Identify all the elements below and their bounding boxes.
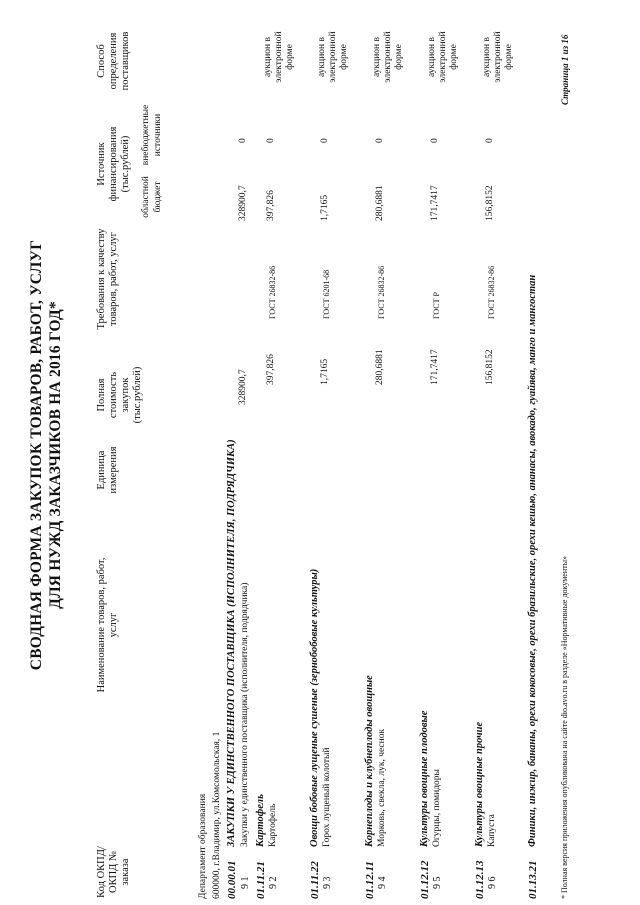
- group-cost: 171,7417: [430, 349, 440, 385]
- section-last-title: Финики, инжир, бананы, орехи кокосовые, орехи бразильские, орехи кешью, ананасы, авокадо, гуайява, манго и мангостан: [527, 274, 538, 847]
- group-item: Картофель: [268, 803, 278, 847]
- header-code: Код ОКПД/ ОКПД № заказа: [96, 846, 131, 898]
- document-title-line2: ДЛЯ НУЖД ЗАКАЗЧИКОВ НА 2016 ГОД*: [47, 301, 64, 609]
- document-title-line1: СВОДНАЯ ФОРМА ЗАКУПОК ТОВАРОВ, РАБОТ, УСЛУГ: [28, 239, 45, 671]
- header-name: Наименование товаров, работ, услуг: [96, 557, 119, 693]
- group-code: 01.12.11: [364, 861, 376, 899]
- group-item: Горох лущеный колотый: [322, 747, 332, 847]
- section-main-item: Закупки у единственного поставщика (исполнителя, подрядчика): [240, 582, 250, 847]
- group-code: 01.12.13: [474, 860, 486, 899]
- group-title: Культуры овощные плодовые: [419, 710, 430, 847]
- group-gost: ГОСТ 6201-68: [322, 269, 331, 319]
- group-method: аукцион в электронной форме: [317, 31, 349, 83]
- section-main-regional: 328900,7: [238, 185, 248, 221]
- group-item: Огурцы, помидоры: [432, 769, 442, 847]
- section-main-title: ЗАКУПКИ У ЕДИНСТВЕННОГО ПОСТАВЩИКА (ИСПОЛНИТЕЛЯ, ПОДРЯДЧИКА): [226, 439, 237, 847]
- customer-address: 600000, г.Владимир, ул.Комсомольская, 1: [212, 731, 222, 899]
- group-method: аукцион в электронной форме: [427, 31, 459, 83]
- group-cost: 1,7165: [320, 358, 330, 385]
- group-ord: 9 2: [268, 876, 279, 889]
- group-cost: 156,8152: [485, 349, 495, 385]
- footnote: * Полная версия приложения опубликована на сайте dio.avo.ru в разделе «Нормативные документы»: [560, 556, 569, 899]
- group-title: Культуры овощные прочие: [474, 721, 485, 847]
- group-regional: 171,7417: [430, 185, 440, 221]
- header-source: Источник финансирования (тыс.рублей): [96, 126, 131, 202]
- group-cost: 397,826: [266, 354, 276, 385]
- header-requirements: Требования к качеству товаров, работ, услуг: [96, 228, 119, 330]
- group-extra: 0: [320, 138, 330, 143]
- section-main-code: 00.00.01: [226, 860, 238, 899]
- group-extra: 0: [375, 138, 385, 143]
- group-extra: 0: [266, 138, 276, 143]
- group-method: аукцион в электронной форме: [482, 31, 514, 83]
- section-main-cost: 328900,7: [238, 369, 248, 405]
- group-item: Морковь, свекла, лук, чеснок: [377, 728, 387, 847]
- group-regional: 397,826: [266, 190, 276, 221]
- group-method: аукцион в электронной форме: [263, 31, 295, 83]
- header-source-regional: областной бюджет: [141, 176, 163, 218]
- group-ord: 9 4: [377, 876, 388, 889]
- group-ord: 9 6: [487, 876, 498, 889]
- section-main-ord: 9 1: [240, 876, 251, 889]
- group-code: 01.11.22: [309, 861, 321, 899]
- group-ord: 9 3: [322, 876, 333, 889]
- section-main-extra: 0: [238, 138, 248, 143]
- header-method: Способ определения поставщиков: [96, 31, 131, 91]
- group-method: аукцион в электронной форме: [372, 31, 404, 83]
- group-regional: 1,7165: [320, 194, 330, 221]
- group-gost: ГОСТ 26832-86: [377, 265, 386, 319]
- group-extra: 0: [430, 138, 440, 143]
- group-gost: ГОСТ Р: [432, 292, 441, 319]
- group-title: Картофель: [255, 794, 266, 847]
- group-gost: ГОСТ 26832-86: [487, 265, 496, 319]
- header-source-extra: внебюджетные источники: [141, 104, 163, 166]
- group-regional: 280,6881: [375, 185, 385, 221]
- group-item: Капуста: [487, 814, 497, 847]
- header-cost: Полная стоимость закупок (тыс.рублей): [96, 366, 143, 424]
- page-number: Страница 1 из 16: [560, 34, 570, 105]
- group-code: 01.12.12: [419, 860, 431, 899]
- group-title: Овощи бобовые лущеные сушеные (зернобобовые культуры): [309, 568, 320, 847]
- group-extra: 0: [485, 138, 495, 143]
- section-last-code: 01.13.21: [527, 860, 539, 899]
- group-title: Корнеплоды и клубнеплоды овощные: [364, 675, 375, 847]
- group-gost: ГОСТ 26832-86: [268, 265, 277, 319]
- header-unit: Единица измерения: [96, 446, 119, 494]
- group-cost: 280,6881: [375, 349, 385, 385]
- group-code: 01.11.21: [255, 861, 267, 899]
- customer-name: Департамент образования: [198, 793, 208, 899]
- group-regional: 156,8152: [485, 185, 495, 221]
- group-ord: 9 5: [432, 876, 443, 889]
